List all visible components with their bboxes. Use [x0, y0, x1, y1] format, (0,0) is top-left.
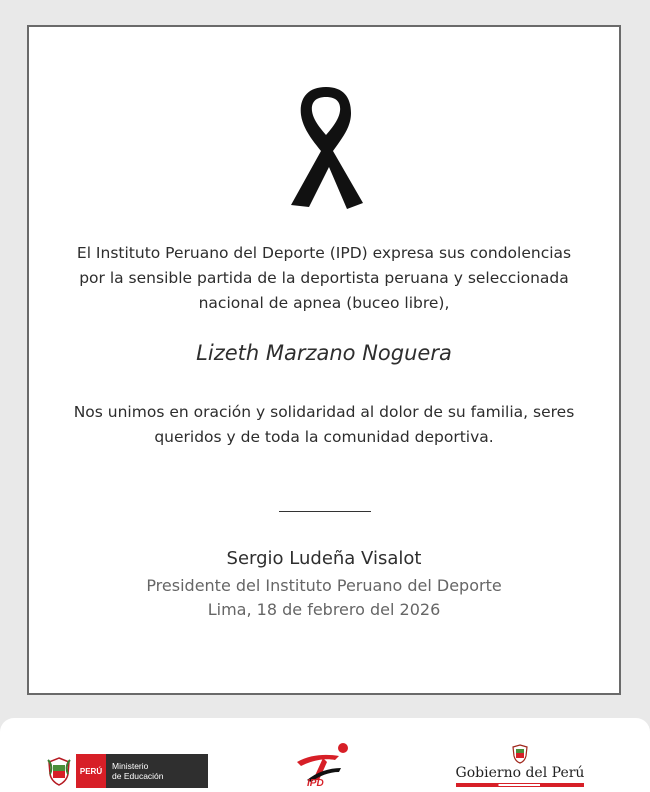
mourning-ribbon-icon — [277, 75, 375, 213]
peru-coat-of-arms-icon — [46, 756, 72, 786]
ipd-logo-icon — [293, 742, 353, 788]
signer-name: Sergio Ludeña Visalot — [226, 548, 422, 569]
condolence-paragraph — [29, 241, 619, 316]
peru-label: PERÚ — [76, 754, 106, 788]
peru-coat-of-arms-icon — [511, 744, 529, 764]
ipd-label: IPD — [307, 778, 324, 788]
ministry-line: de Educación — [112, 771, 164, 781]
solidarity-line: Nos unimos en oración y solidaridad al dolor de su familia, seres — [73, 403, 575, 421]
ministry-label — [106, 754, 208, 788]
signature-line — [279, 511, 371, 512]
solidarity-paragraph — [29, 400, 619, 450]
ministry-of-education-logo — [46, 754, 208, 788]
footer-logos — [0, 718, 650, 792]
condolence-line: nacional de apnea (buceo libre), — [198, 294, 450, 312]
place-date: Lima, 18 de febrero del 2026 — [207, 600, 441, 619]
flag-stripe — [456, 783, 584, 787]
ministry-line: Ministerio — [112, 761, 149, 771]
condolence-line: El Instituto Peruano del Deporte (IPD) expresa sus condolencias — [76, 244, 572, 262]
condolence-line: por la sensible partida de la deportista peruana y seleccionada — [79, 269, 569, 287]
government-label: Gobierno del Perú — [455, 765, 585, 781]
solidarity-line: queridos y de toda la comunidad deportiva. — [154, 428, 494, 446]
signer-role: Presidente del Instituto Peruano del Deporte — [146, 576, 502, 595]
condolence-card — [27, 25, 621, 695]
deceased-name: Lizeth Marzano Noguera — [196, 341, 452, 365]
government-of-peru-logo — [440, 744, 600, 790]
